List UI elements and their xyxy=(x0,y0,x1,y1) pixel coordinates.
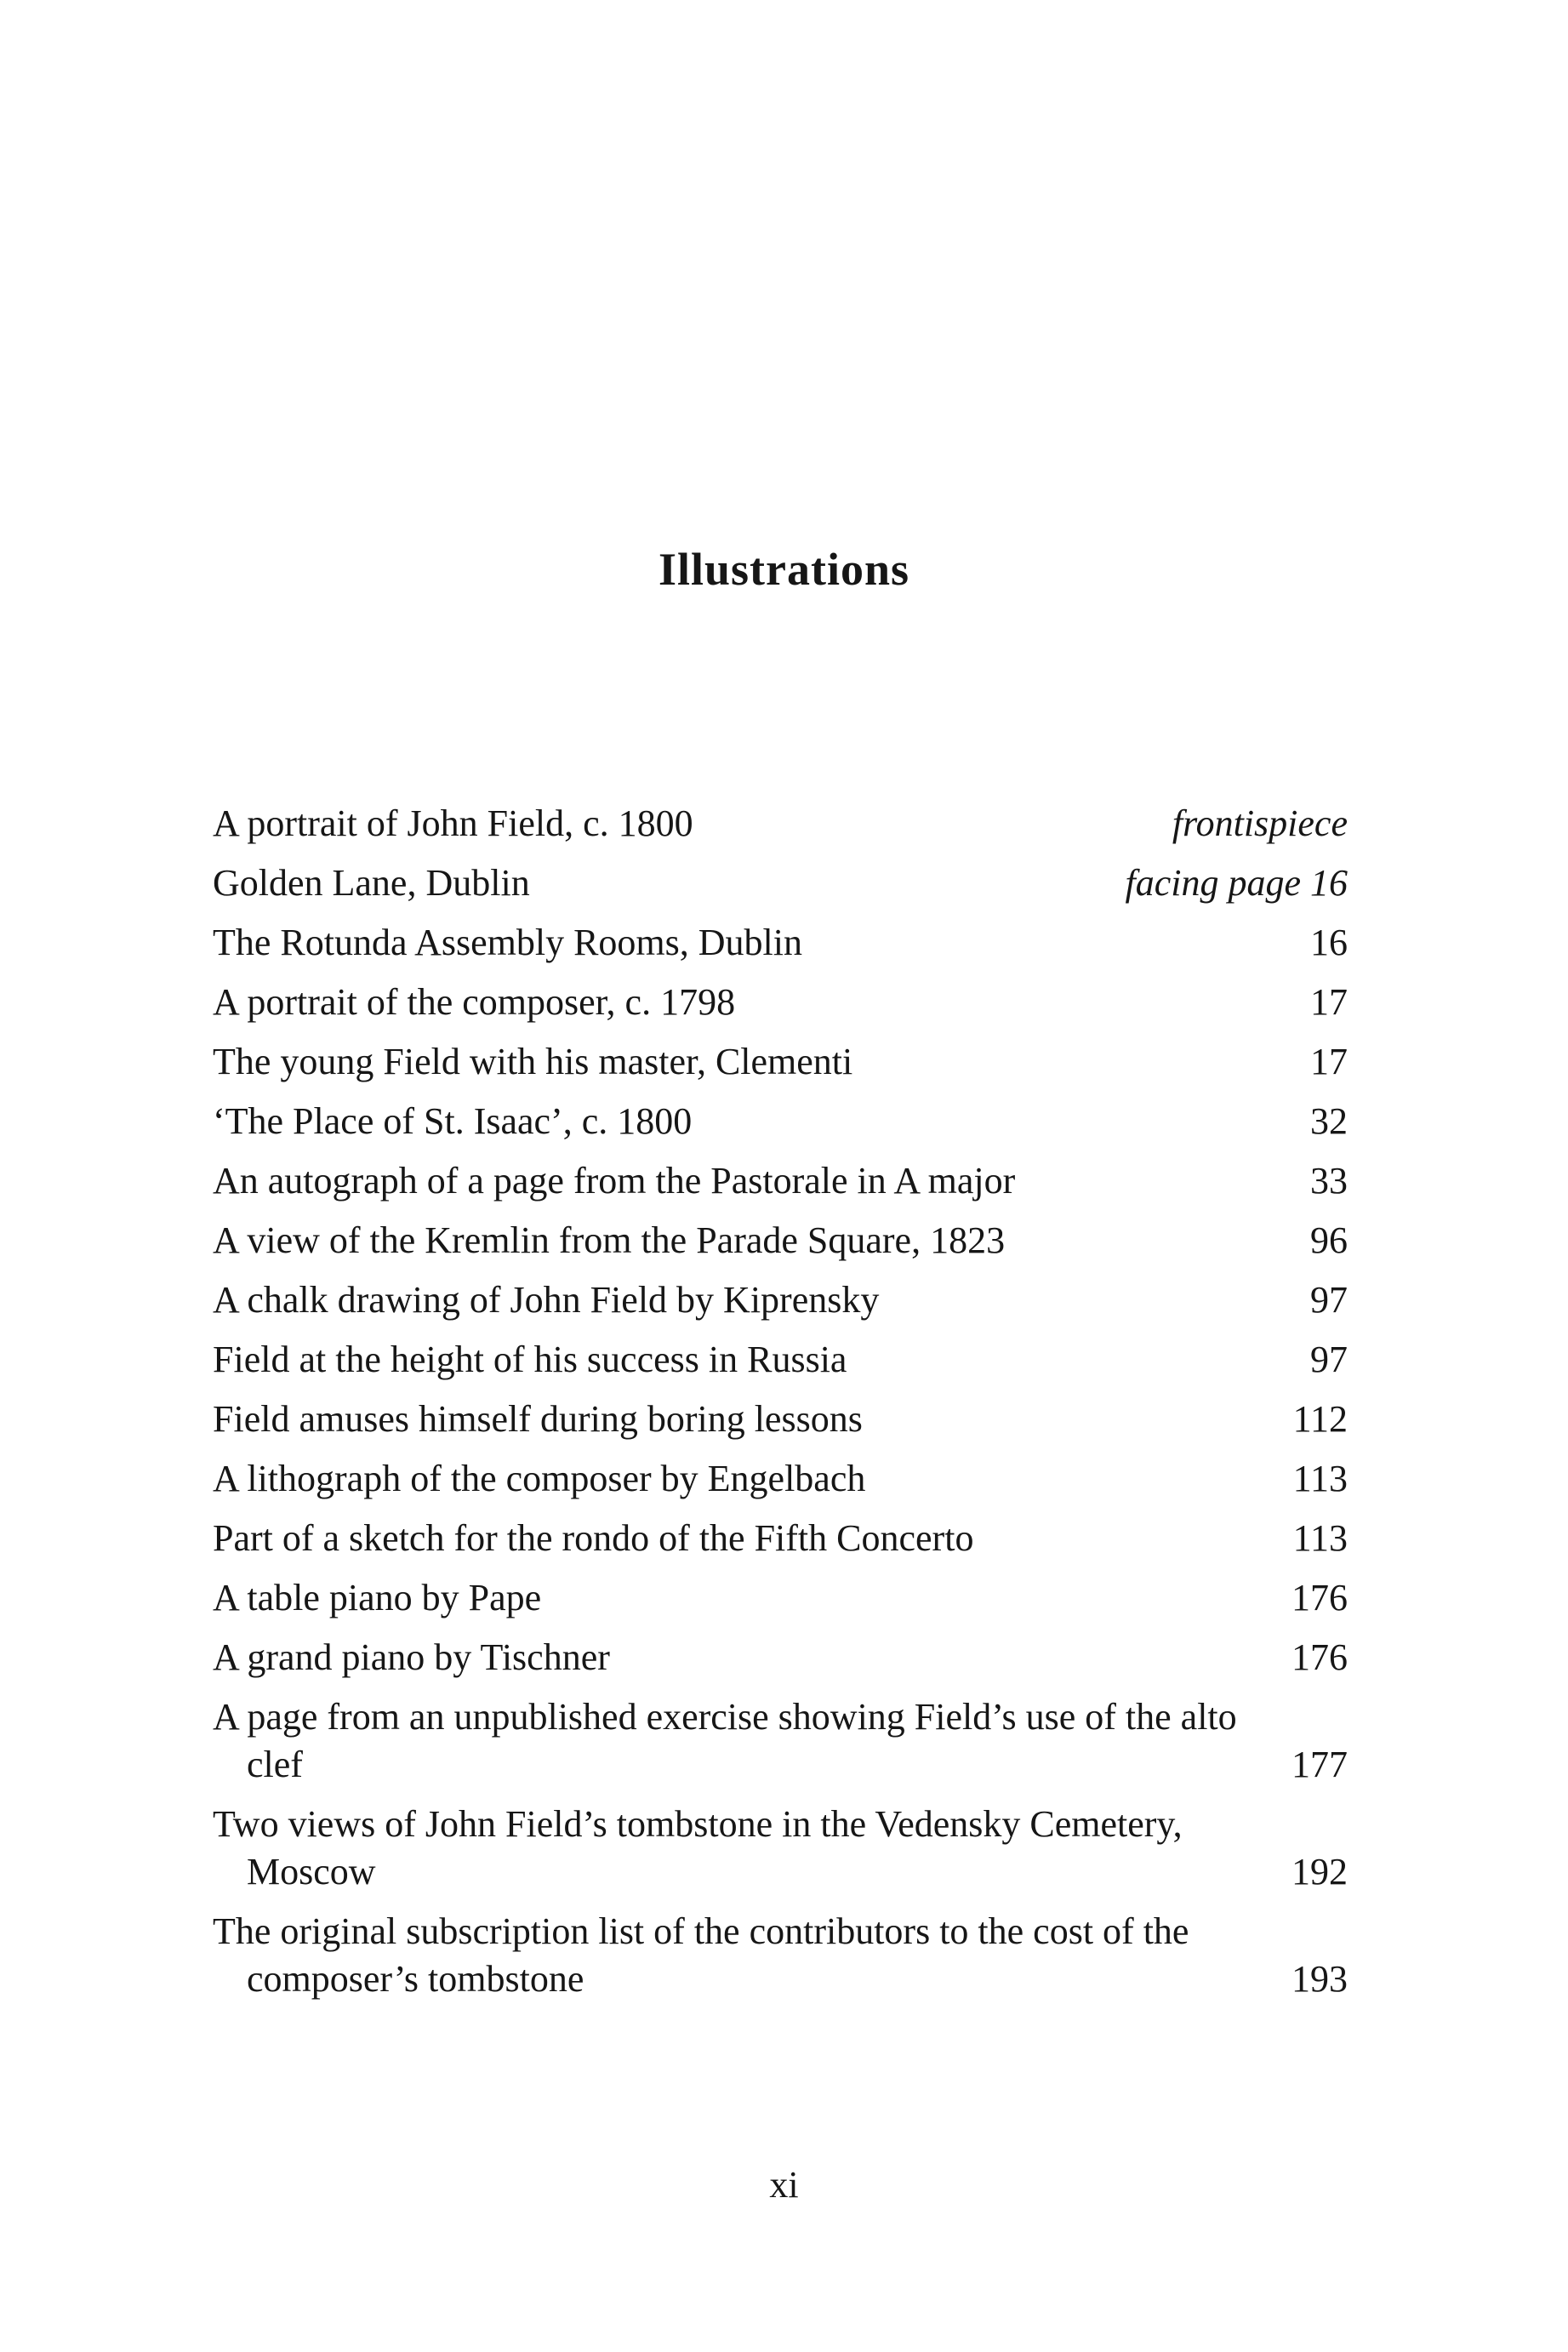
illustration-caption: The Rotunda Assembly Rooms, Dublin xyxy=(213,922,802,963)
illustration-caption: A page from an unpublished exercise showing Field’s use of the alto clef xyxy=(213,1696,1237,1785)
list-item xyxy=(213,1574,1348,1622)
illustration-caption: Two views of John Field’s tombstone in the Vedensky Cemetery, Moscow xyxy=(213,1803,1183,1892)
illustration-page: 113 xyxy=(1292,1517,1348,1559)
illustration-caption: A chalk drawing of John Field by Kiprensky xyxy=(213,1279,880,1321)
list-item xyxy=(213,1336,1348,1384)
list-item xyxy=(213,1276,1348,1324)
illustration-page: 193 xyxy=(1291,1958,1348,2000)
illustration-page: 176 xyxy=(1291,1636,1348,1678)
illustration-page: 16 xyxy=(1310,922,1348,963)
illustration-page: frontispiece xyxy=(1172,802,1348,844)
illustration-page: 17 xyxy=(1310,1041,1348,1082)
illustration-page: facing page 16 xyxy=(1125,862,1348,904)
list-item xyxy=(213,919,1348,967)
illustration-page: 33 xyxy=(1310,1160,1348,1202)
illustration-caption: A table piano by Pape xyxy=(213,1577,542,1618)
illustration-page: 17 xyxy=(1310,981,1348,1023)
list-item xyxy=(213,800,1348,848)
list-item xyxy=(213,859,1348,907)
illustration-caption: Field amuses himself during boring lessons xyxy=(213,1398,863,1440)
illustration-page: 113 xyxy=(1292,1458,1348,1499)
illustration-caption: Part of a sketch for the rondo of the Fifth Concerto xyxy=(213,1517,974,1559)
illustration-page: 97 xyxy=(1310,1339,1348,1380)
list-item xyxy=(213,979,1348,1026)
illustration-page: 32 xyxy=(1310,1100,1348,1142)
list-item xyxy=(213,1908,1348,2003)
list-item xyxy=(213,1634,1348,1681)
page-title: Illustrations xyxy=(658,544,910,596)
illustration-caption: A portrait of John Field, c. 1800 xyxy=(213,802,693,844)
list-item xyxy=(213,1098,1348,1145)
page-number: xi xyxy=(769,2164,799,2206)
illustration-page: 177 xyxy=(1291,1744,1348,1785)
list-item xyxy=(213,1157,1348,1205)
illustration-page: 97 xyxy=(1310,1279,1348,1321)
illustration-caption: Field at the height of his success in Russia xyxy=(213,1339,847,1380)
illustration-caption: A portrait of the composer, c. 1798 xyxy=(213,981,736,1023)
illustration-caption: A lithograph of the composer by Engelbach xyxy=(213,1458,866,1499)
illustration-page: 192 xyxy=(1291,1851,1348,1892)
list-item xyxy=(213,1038,1348,1086)
illustration-caption: ‘The Place of St. Isaac’, c. 1800 xyxy=(213,1100,693,1142)
list-item xyxy=(213,1396,1348,1443)
illustration-list xyxy=(213,800,1348,2015)
illustration-caption: A view of the Kremlin from the Parade Square, 1823 xyxy=(213,1219,1006,1261)
illustration-caption: A grand piano by Tischner xyxy=(213,1636,610,1678)
illustration-page: 96 xyxy=(1310,1219,1348,1261)
list-item xyxy=(213,1801,1348,1896)
illustration-caption: Golden Lane, Dublin xyxy=(213,862,530,904)
list-item xyxy=(213,1515,1348,1562)
list-item xyxy=(213,1455,1348,1503)
illustration-caption: The original subscription list of the contributors to the cost of the composer’s tombstone xyxy=(213,1910,1189,2000)
list-item xyxy=(213,1693,1348,1789)
illustration-page: 112 xyxy=(1292,1398,1348,1440)
illustration-caption: The young Field with his master, Clementi xyxy=(213,1041,853,1082)
illustration-caption: An autograph of a page from the Pastorale in A major xyxy=(213,1160,1016,1202)
list-item xyxy=(213,1217,1348,1264)
illustration-page: 176 xyxy=(1291,1577,1348,1618)
